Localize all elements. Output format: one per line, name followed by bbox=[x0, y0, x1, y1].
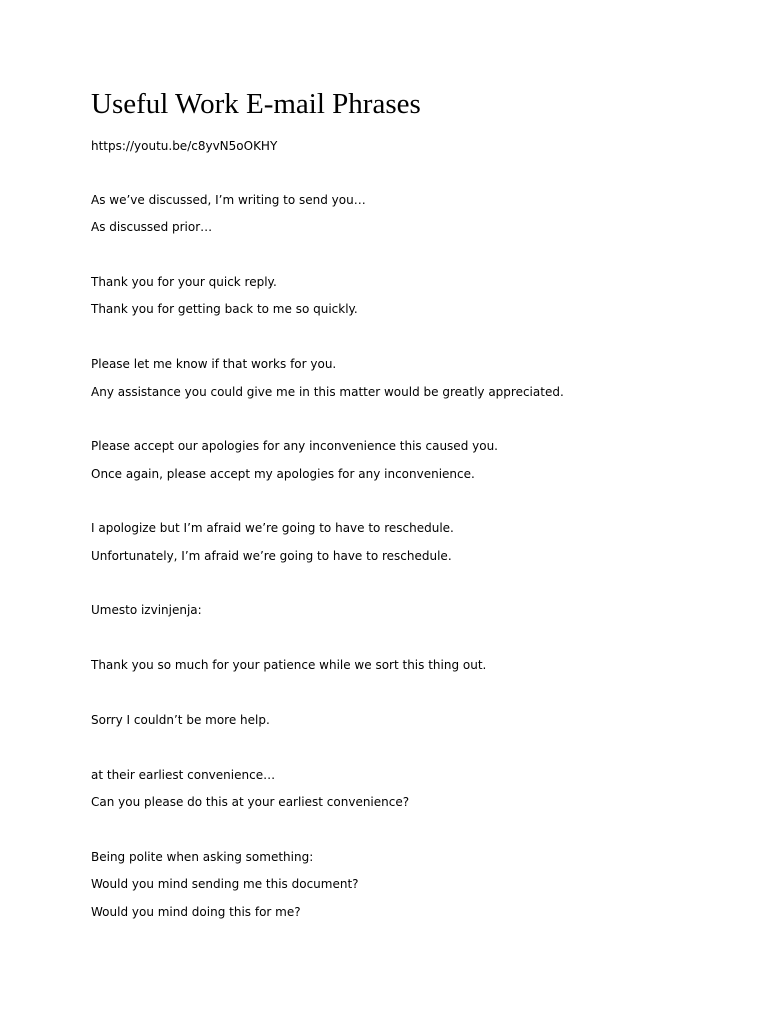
phrase-line: As we’ve discussed, I’m writing to send you… bbox=[91, 193, 366, 207]
phrase-line: Would you mind sending me this document? bbox=[91, 877, 359, 891]
phrase-line: Sorry I couldn’t be more help. bbox=[91, 713, 270, 727]
phrase-line: Would you mind doing this for me? bbox=[91, 905, 301, 919]
phrase-line: I apologize but I’m afraid we’re going to have to reschedule. bbox=[91, 521, 454, 535]
phrase-line: Thank you for your quick reply. bbox=[91, 275, 277, 289]
phrase-line: at their earliest convenience… bbox=[91, 768, 276, 782]
page-title: Useful Work E-mail Phrases bbox=[91, 88, 421, 120]
phrase-line: Unfortunately, I’m afraid we’re going to have to reschedule. bbox=[91, 549, 452, 563]
phrase-line: Any assistance you could give me in this matter would be greatly appreciated. bbox=[91, 385, 564, 399]
section-label: Umesto izvinjenja: bbox=[91, 603, 202, 617]
phrase-line: Once again, please accept my apologies for any inconvenience. bbox=[91, 467, 475, 481]
phrase-line: Please accept our apologies for any inconvenience this caused you. bbox=[91, 439, 498, 453]
section-label: Being polite when asking something: bbox=[91, 850, 314, 864]
phrase-line: Can you please do this at your earliest convenience? bbox=[91, 795, 410, 809]
phrase-line: Thank you for getting back to me so quickly. bbox=[91, 302, 358, 316]
phrase-line: Please let me know if that works for you. bbox=[91, 357, 337, 371]
phrase-line: Thank you so much for your patience while we sort this thing out. bbox=[91, 658, 487, 672]
phrase-line: As discussed prior… bbox=[91, 220, 213, 234]
video-link[interactable]: https://youtu.be/c8yvN5oOKHY bbox=[91, 139, 278, 153]
